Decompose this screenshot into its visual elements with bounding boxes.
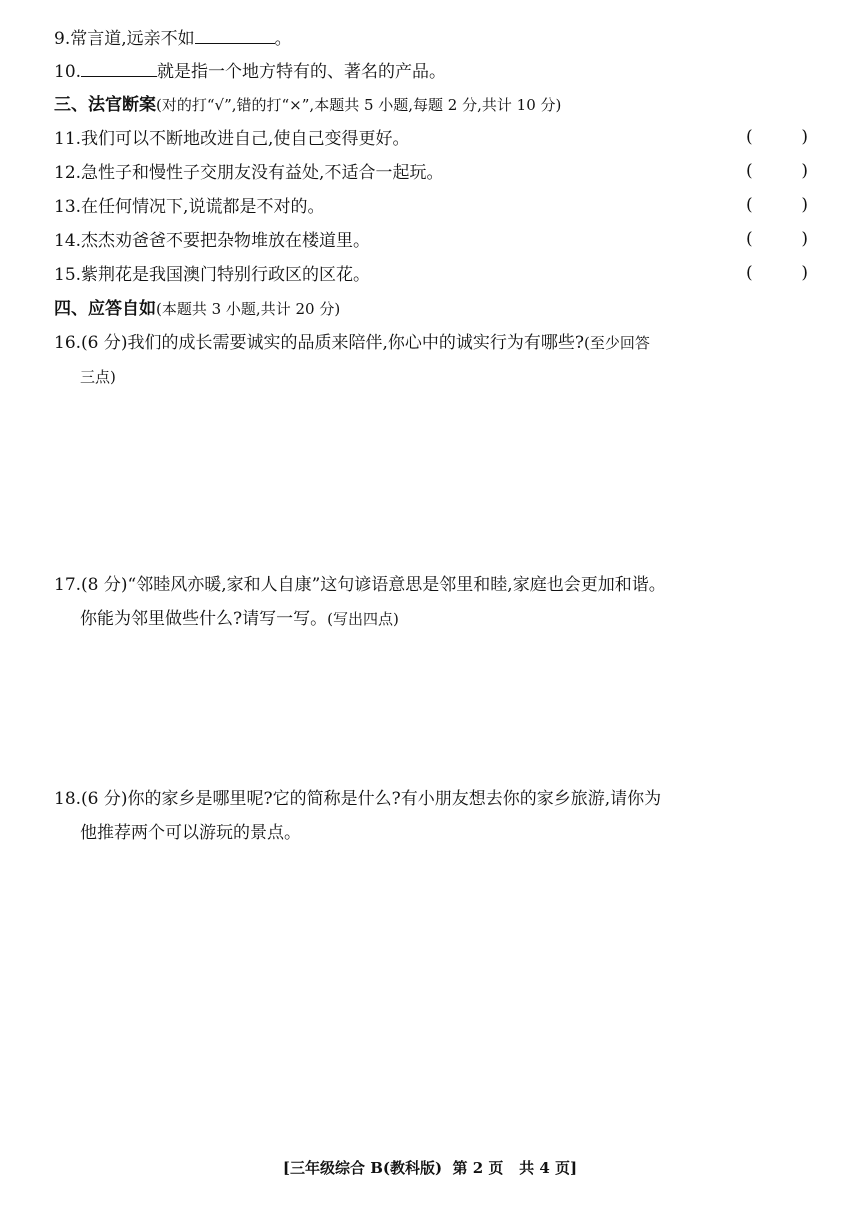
answer-area-18[interactable] (54, 855, 820, 1135)
question-16-continued (80, 365, 820, 389)
question-9 (54, 27, 820, 51)
question-13 (54, 195, 820, 219)
question-16-text: 16.(6 分)我们的成长需要诚实的品质来陪伴,你心中的诚实行为有哪些? (54, 333, 585, 353)
answer-area-17[interactable] (54, 640, 820, 780)
answer-parentheses[interactable] (746, 127, 808, 147)
question-9-end: 。 (274, 29, 292, 49)
question-10 (54, 60, 820, 84)
answer-parentheses[interactable] (746, 195, 808, 215)
paren-close: ) (801, 263, 808, 283)
section-3-note: (对的打“√”,错的打“×”,本题共 5 小题,每题 2 分,共计 10 分) (156, 96, 562, 114)
paren-close: ) (801, 229, 808, 249)
answer-parentheses[interactable] (746, 161, 808, 181)
question-15 (54, 263, 820, 287)
question-17-note: (写出四点) (327, 610, 399, 628)
answer-parentheses[interactable] (746, 229, 808, 249)
question-17-continued (80, 607, 820, 631)
section-3-heading (54, 93, 820, 117)
section-4-heading (54, 297, 820, 321)
section-4-title: 四、应答自如 (54, 299, 156, 319)
question-text: 15.紫荆花是我国澳门特别行政区的区花。 (54, 265, 371, 285)
paren-close: ) (801, 127, 808, 147)
answer-blank[interactable] (195, 27, 275, 44)
question-9-text: 9.常言道,远亲不如 (54, 29, 195, 49)
paren-close: ) (801, 195, 808, 215)
question-17-text: 17.(8 分)“邻睦风亦暖,家和人自康”这句谚语意思是邻里和睦,家庭也会更加和谐。 (54, 575, 666, 595)
paren-open: ( (746, 229, 753, 249)
question-18-text: 18.(6 分)你的家乡是哪里呢?它的简称是什么?有小朋友想去你的家乡旅游,请你为 (54, 789, 662, 809)
question-17-text-2: 你能为邻里做些什么?请写一写。 (80, 609, 328, 629)
question-16-note: (至少回答 (584, 334, 650, 352)
answer-area-16[interactable] (54, 395, 820, 565)
question-11 (54, 127, 820, 151)
page-footer: [三年级综合 B(教科版) 第 2 页 共 4 页] (282, 1159, 578, 1177)
question-text: 14.杰杰劝爸爸不要把杂物堆放在楼道里。 (54, 231, 371, 251)
section-3-title: 三、法官断案 (54, 95, 156, 115)
paren-open: ( (746, 127, 753, 147)
question-text: 12.急性子和慢性子交朋友没有益处,不适合一起玩。 (54, 163, 444, 183)
question-10-text: 就是指一个地方特有的、著名的产品。 (157, 62, 447, 82)
question-18-continued (80, 821, 820, 845)
question-text: 13.在任何情况下,说谎都是不对的。 (54, 197, 325, 217)
question-16 (54, 331, 820, 355)
paren-open: ( (746, 161, 753, 181)
question-12 (54, 161, 820, 185)
section-4-note: (本题共 3 小题,共计 20 分) (156, 300, 341, 318)
answer-blank[interactable] (81, 60, 157, 77)
question-18-text-2: 他推荐两个可以游玩的景点。 (80, 823, 301, 843)
question-16-note-end: 三点) (80, 368, 116, 386)
question-18 (54, 787, 820, 811)
question-17 (54, 573, 820, 597)
paren-open: ( (746, 195, 753, 215)
answer-parentheses[interactable] (746, 263, 808, 283)
question-14 (54, 229, 820, 253)
paren-close: ) (801, 161, 808, 181)
question-text: 11.我们可以不断地改进自己,使自己变得更好。 (54, 129, 410, 149)
question-10-number: 10. (54, 62, 82, 82)
paren-open: ( (746, 263, 753, 283)
